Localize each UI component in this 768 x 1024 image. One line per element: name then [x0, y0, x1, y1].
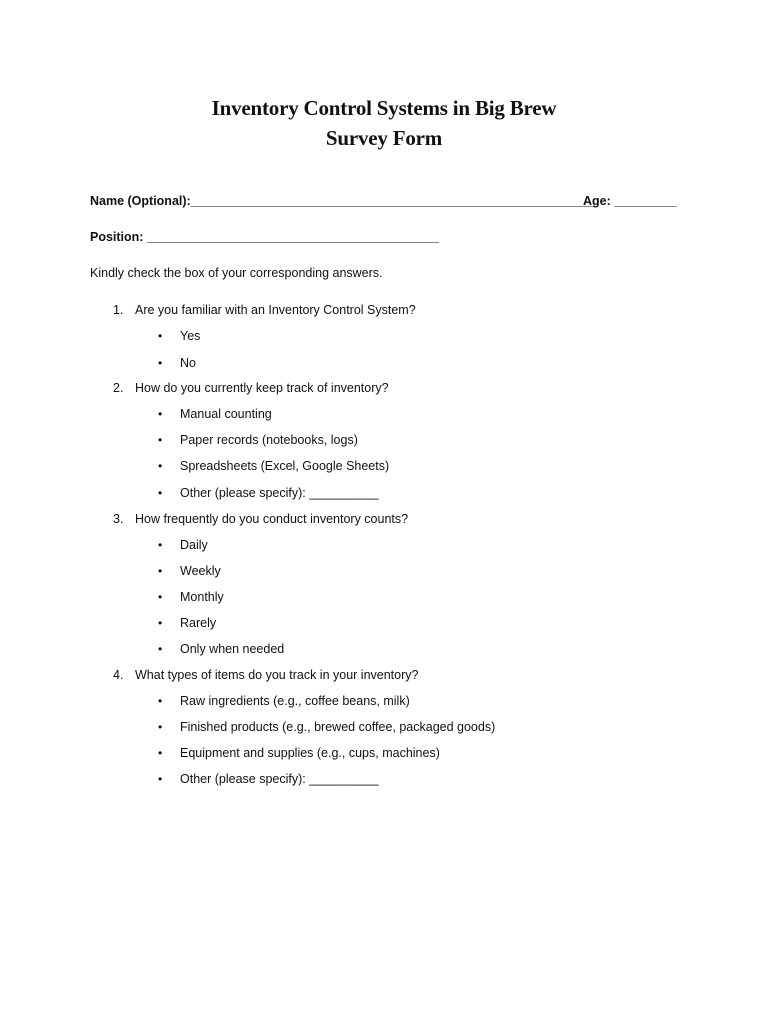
bullet-icon: •: [158, 459, 163, 473]
question-number: 2.: [113, 381, 124, 395]
option-label: Other (please specify): __________: [180, 772, 379, 786]
bullet-icon: •: [158, 642, 163, 656]
position-field[interactable]: Position: __________________________________________: [90, 230, 439, 244]
option-label: Rarely: [180, 616, 217, 630]
option-label: Daily: [180, 538, 208, 552]
option-label: Only when needed: [180, 642, 285, 656]
bullet-icon: •: [158, 616, 163, 630]
bullet-icon: •: [158, 590, 163, 604]
bullet-icon: •: [158, 407, 163, 421]
bullet-icon: •: [158, 433, 163, 447]
bullet-icon: •: [158, 486, 163, 500]
age-field[interactable]: Age: _________: [583, 194, 677, 208]
document-title: Inventory Control Systems in Big Brew: [211, 96, 557, 120]
question-text: How frequently do you conduct inventory counts?: [135, 512, 409, 526]
option-label: Spreadsheets (Excel, Google Sheets): [180, 459, 390, 473]
question-number: 4.: [113, 668, 124, 682]
document-subtitle: Survey Form: [325, 126, 443, 150]
instructions-text: Kindly check the box of your corresponding answers.: [90, 266, 383, 280]
question-text: What types of items do you track in your inventory?: [135, 668, 419, 682]
option-label: Other (please specify): __________: [180, 486, 379, 500]
question-number: 1.: [113, 303, 124, 317]
option-label: Monthly: [180, 590, 224, 604]
option-label: No: [180, 356, 196, 370]
option-label: Manual counting: [180, 407, 272, 421]
question-text: Are you familiar with an Inventory Control System?: [135, 303, 416, 317]
question-text: How do you currently keep track of inventory?: [135, 381, 389, 395]
question-number: 3.: [113, 512, 124, 526]
bullet-icon: •: [158, 538, 163, 552]
option-label: Finished products (e.g., brewed coffee, packaged goods): [180, 720, 496, 734]
option-label: Weekly: [180, 564, 221, 578]
bullet-icon: •: [158, 772, 163, 786]
bullet-icon: •: [158, 720, 163, 734]
option-label: Raw ingredients (e.g., coffee beans, milk): [180, 694, 410, 708]
bullet-icon: •: [158, 329, 163, 343]
option-label: Yes: [180, 329, 201, 343]
bullet-icon: •: [158, 694, 163, 708]
option-label: Paper records (notebooks, logs): [180, 433, 358, 447]
bullet-icon: •: [158, 564, 163, 578]
option-label: Equipment and supplies (e.g., cups, machines): [180, 746, 440, 760]
bullet-icon: •: [158, 746, 163, 760]
bullet-icon: •: [158, 356, 163, 370]
name-field[interactable]: Name (Optional):__________________________________________________________: [90, 194, 594, 208]
